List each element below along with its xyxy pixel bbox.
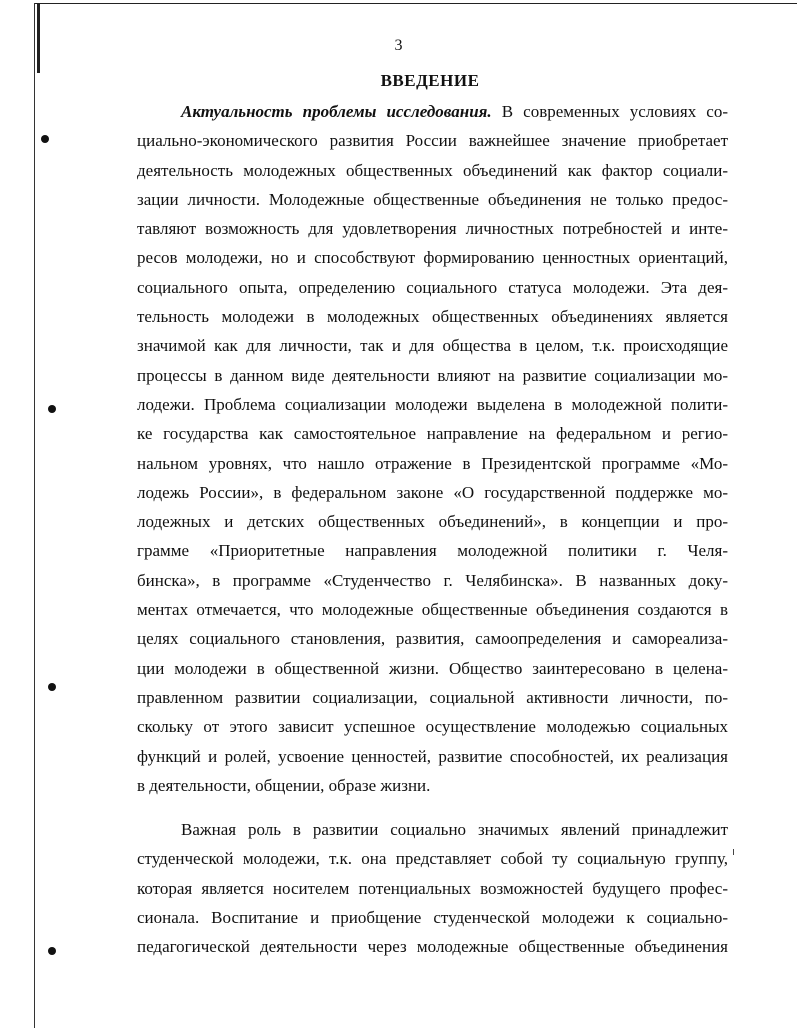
paragraph-line: социального опыта, определению социального статуса молодежи. Эта дея- (137, 277, 728, 297)
scan-artifact (729, 849, 734, 855)
page-number: 3 (394, 37, 403, 54)
paragraph-line: лодежи. Проблема социализации молодежи выделена в молодежной полити- (137, 394, 728, 414)
binding-hole-mark (41, 135, 49, 143)
paragraph-line: нальном уровнях, что нашло отражение в Президентской программе «Мо- (137, 453, 728, 473)
lead-phrase: Актуальность проблемы исследования. (181, 102, 492, 121)
paragraph-line: лодежных и детских общественных объединений», в концепции и про- (137, 512, 728, 532)
paragraph-line: ресов молодежи, но и способствуют формированию ценностных ориентаций, (137, 248, 728, 268)
paragraph-line: ке государства как самостоятельное направление на федеральном и регио- (137, 424, 728, 444)
paragraph-line: циально-экономического развития России важнейшее значение приобретает (137, 131, 728, 151)
paragraph (137, 97, 728, 800)
section-heading: ВВЕДЕНИЕ (380, 71, 480, 90)
paragraph-line: бинска», в программе «Студенчество г. Челябинска». В названных доку- (137, 570, 728, 590)
paragraph-line: процессы в данном виде деятельности влияют на развитие социализации мо- (137, 365, 728, 385)
paragraph (137, 815, 728, 961)
paragraph-line: целях социального становления, развития, самоопределения и самореализа- (137, 629, 728, 649)
paragraph-line: функций и ролей, усвоение ценностей, развитие способностей, их реализация (137, 746, 728, 766)
paragraph-line: скольку от этого зависит успешное осуществление молодежью социальных (137, 717, 728, 737)
scan-left-border (34, 3, 35, 1028)
binding-hole-mark (48, 405, 56, 413)
scan-top-border (34, 3, 797, 4)
paragraph-line: сионала. Воспитание и приобщение студенческой молодежи к социально- (137, 907, 728, 927)
paragraph-line: лодежь России», в федеральном законе «О государственной поддержке мо- (137, 482, 728, 502)
paragraph-line: грамме «Приоритетные направления молодежной политики г. Челя- (137, 541, 728, 561)
paragraph-line: в деятельности, общении, образе жизни. (137, 775, 431, 795)
paragraph-line (137, 97, 728, 126)
paragraph-line: тельность молодежи в молодежных общественных объединениях является (137, 307, 728, 327)
paragraph-line: деятельность молодежных общественных объединений как фактор социали- (137, 160, 728, 180)
paragraph-line: студенческой молодежи, т.к. она представляет собой ту социальную группу, (137, 849, 728, 869)
paragraph-line: тавляют возможность для удовлетворения личностных потребностей и инте- (137, 219, 728, 239)
paragraph-line: зации личности. Молодежные общественные объединения не только предос- (137, 189, 728, 209)
binding-hole-mark (48, 947, 56, 955)
paragraph-line: педагогической деятельности через молодежные общественные объединения (137, 937, 728, 957)
paragraph-line: значимой как для личности, так и для общества в целом, т.к. происходящие (137, 336, 728, 356)
paragraph-line: ментах отмечается, что молодежные общественные объединения создаются в (137, 600, 728, 620)
paragraph-line: которая является носителем потенциальных возможностей будущего профес- (137, 878, 728, 898)
line-text: В современных условиях со- (491, 102, 728, 121)
paragraph-line: ции молодежи в общественной жизни. Общество заинтересовано в целена- (137, 658, 728, 678)
paragraph-line: Важная роль в развитии социально значимых явлений принадлежит (181, 820, 728, 839)
paragraph-line: правленном развитии социализации, социальной активности личности, по- (137, 687, 728, 707)
binding-hole-mark (48, 683, 56, 691)
